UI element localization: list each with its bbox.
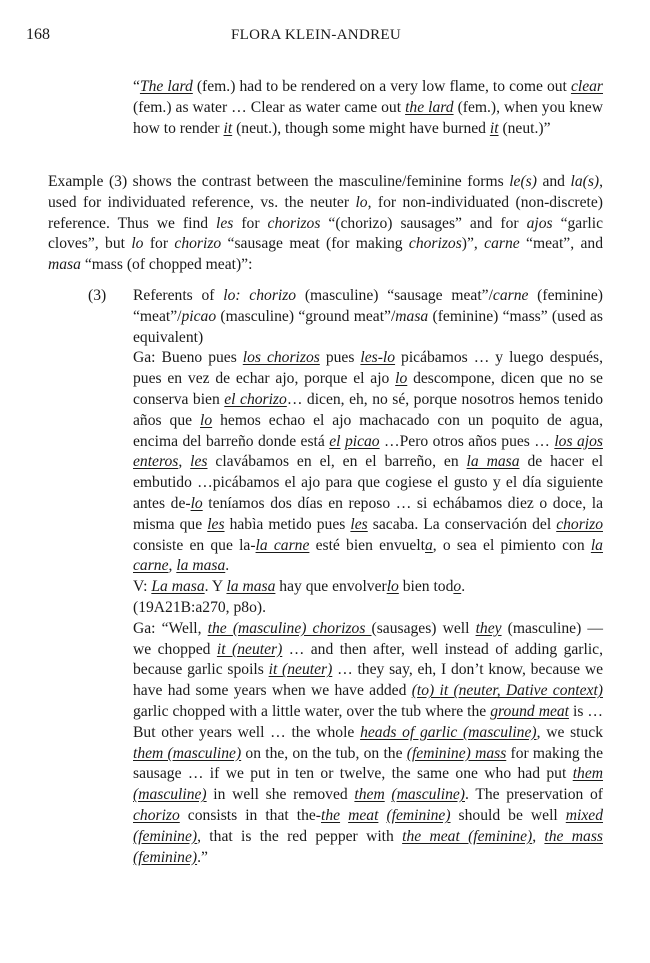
emphasized-text: it (neuter) <box>268 661 333 679</box>
emphasized-text: masa <box>395 307 429 325</box>
text-run: habìa metido pues <box>224 515 351 533</box>
emphasized-text: clear <box>570 78 603 95</box>
text-run <box>340 807 348 824</box>
emphasized-text: la masa <box>176 557 226 575</box>
emphasized-text: meat <box>348 806 379 824</box>
text-run: , that is the red pepper with <box>197 827 403 845</box>
emphasized-text: la carne <box>255 536 310 554</box>
emphasized-text: heads of garlic (masculine) <box>360 723 537 741</box>
text-run: garlic chopped with a little water, over the tub where the <box>133 702 491 720</box>
emphasized-text: mixed (feminine) <box>133 806 603 845</box>
emphasized-text: los chorizos <box>242 349 320 367</box>
emphasized-text: o <box>453 578 462 596</box>
example-number: (3) <box>88 287 107 304</box>
english-translation <box>133 619 603 869</box>
spanish-transcript <box>133 348 603 577</box>
text-run: hay que envolver <box>275 578 387 596</box>
emphasized-text: (feminine) mass <box>406 744 507 762</box>
text-run: descompone, dicen que no se conserva bien <box>133 370 603 408</box>
text-run: “meat”, and <box>519 235 603 253</box>
text-run: , used for individuated reference, vs. the neuter <box>48 173 603 211</box>
emphasized-text: them (masculine) <box>133 744 242 762</box>
text-run: . <box>225 557 230 575</box>
text-run: “mass (of chopped meat)”: <box>80 256 253 274</box>
emphasized-text: the meat (feminine) <box>402 827 533 845</box>
emphasized-text: la masa <box>226 578 276 596</box>
text-run: Ga: “Well, <box>133 619 208 637</box>
emphasized-text: chorizo <box>174 235 222 253</box>
text-run: consiste en que la- <box>133 536 256 554</box>
text-run: should be well <box>450 806 566 824</box>
emphasized-text: les <box>207 515 225 533</box>
text-run: pues <box>319 349 361 367</box>
text-run: , for non-individuated (non-discrete) reference. Thus we find <box>48 193 603 232</box>
text-run: for <box>233 214 268 232</box>
emphasized-text: them <box>354 786 385 804</box>
text-run: … and then after, well instead of adding garlic, because garlic spoils <box>133 640 603 679</box>
transcript-citation: (19A21B:a270, p8o). <box>133 598 266 616</box>
text-run: … they say, eh, I don’t know, because we have had some years when we have added <box>133 661 604 700</box>
emphasized-text: they <box>475 619 502 637</box>
text-run: clavábamos en el, en el barreño, en <box>207 453 467 471</box>
text-run: teníamos dos días en reposo … si echábamos diez o doce, la misma que <box>133 494 603 533</box>
text-run: picábamos … y luego después, pues en vez de echar ajo, porque el ajo <box>133 349 603 388</box>
text-run: on the, on the tub, on the <box>241 744 407 762</box>
emphasized-text: lo <box>200 411 213 429</box>
text-run: consists in that the- <box>179 806 321 824</box>
emphasized-text: les <box>216 214 234 232</box>
emphasized-text: a <box>425 536 433 554</box>
emphasized-text: le(s) <box>509 173 537 190</box>
text-run: , <box>168 557 177 575</box>
emphasized-text: el chorizo <box>224 390 287 408</box>
emphasized-text: the <box>321 806 341 824</box>
text-run: … dicen, eh, no sé, porque nosotros hemos tenido años que <box>133 390 604 429</box>
text-run: Referents of <box>133 287 224 304</box>
page-number: 168 <box>26 26 50 43</box>
text-run: )”, <box>461 235 485 253</box>
text-run: . <box>461 578 466 596</box>
emphasized-text: them (masculine) <box>133 765 603 804</box>
text-run: (neut.)” <box>498 119 551 137</box>
text-run: bien tod <box>398 578 454 596</box>
example-referents <box>133 286 603 348</box>
emphasized-text: ground meat <box>490 702 570 720</box>
emphasized-text: los ajos enteros <box>133 432 603 471</box>
text-run: de hacer el embutido …picábamos el ajo para que cogiese el gusto y el día siguiente antes de- <box>133 453 604 512</box>
emphasized-text: it <box>223 119 233 137</box>
text-run: “garlic cloves”, but <box>48 214 603 253</box>
text-run: “sausage meat (for making <box>221 235 409 253</box>
text-run: and <box>536 173 571 190</box>
emphasized-text: la masa <box>466 453 520 471</box>
emphasized-text: les <box>190 453 208 471</box>
text-run: hemos echao el ajo machacado con un poquito de agua, encima del barreño donde está <box>133 411 603 450</box>
emphasized-text: lo <box>386 578 399 596</box>
emphasized-text: (to) it (neuter, Dative context) <box>411 682 603 700</box>
text-run: . The preservation of <box>465 786 603 804</box>
emphasized-text: masa <box>48 256 81 274</box>
emphasized-text: chorizo <box>556 515 603 533</box>
text-run: V: <box>133 578 152 596</box>
text-run: sacaba. La conservación del <box>367 515 557 533</box>
emphasized-text: picao <box>344 432 380 450</box>
text-run: (sausages) well <box>371 619 476 637</box>
emphasized-text: it (neuter) <box>216 640 283 658</box>
emphasized-text: picao <box>181 307 217 325</box>
body-paragraph <box>48 172 603 276</box>
text-run: (neut.), though some might have burned <box>232 119 490 137</box>
text-run: “(chorizo) sausages” and for <box>320 214 527 232</box>
text-run: for <box>143 235 175 253</box>
emphasized-text: carne <box>492 287 529 304</box>
text-run: , <box>532 827 545 845</box>
emphasized-text: The lard <box>139 78 193 95</box>
text-run: , o sea el pimiento con <box>432 536 591 554</box>
emphasized-text: les-lo <box>360 349 396 367</box>
block-quote <box>133 77 603 139</box>
example-body <box>133 286 603 868</box>
running-head: FLORA KLEIN-ANDREU <box>231 27 401 43</box>
emphasized-text: la carne <box>133 536 603 575</box>
emphasized-text: ajos <box>526 214 553 232</box>
emphasized-text: lo <box>131 235 144 253</box>
text-run: (fem.), when you knew how to render <box>133 98 603 137</box>
text-run: for making the sausage … if we put in ten or twelve, the same one who had put <box>133 744 603 783</box>
emphasized-text: it <box>489 119 499 137</box>
text-run: is … But other years well … the whole <box>133 702 603 741</box>
text-run: esté bien envuelt <box>309 536 425 554</box>
text-run: .” <box>197 848 208 866</box>
emphasized-text: the lard <box>405 98 454 116</box>
emphasized-text: carne <box>484 235 520 253</box>
emphasized-text: (feminine) <box>386 806 451 824</box>
text-run: (fem.) had to be rendered on a very low flame, to come out <box>192 78 571 95</box>
emphasized-text: lo <box>355 193 368 211</box>
text-run: , <box>178 453 191 471</box>
text-run: (masculine) — we chopped <box>133 619 604 658</box>
text-run: (masculine) “ground meat”/ <box>216 307 396 325</box>
emphasized-text: the (masculine) chorizos <box>207 619 372 637</box>
text-run: , we stuck <box>536 723 603 741</box>
page-header <box>26 25 606 47</box>
text-run: “ <box>133 78 140 95</box>
v-speaker-line <box>133 577 603 598</box>
emphasized-text: the mass (feminine) <box>133 827 603 866</box>
text-run: . Y <box>204 578 227 596</box>
emphasized-text: chorizos <box>408 235 462 253</box>
text-run: …Pero otros años pues … <box>379 432 555 450</box>
emphasized-text: les <box>350 515 368 533</box>
emphasized-text: chorizo <box>133 806 180 824</box>
emphasized-text: lo <box>395 370 408 388</box>
emphasized-text: chorizos <box>267 214 321 232</box>
text-run: in well she removed <box>206 786 355 804</box>
text-run: Example (3) shows the contrast between the masculine/feminine forms <box>48 173 510 190</box>
emphasized-text: La masa <box>151 578 205 596</box>
text-run: (fem.) as water … Clear as water came out <box>133 98 406 116</box>
emphasized-text: el <box>329 432 341 450</box>
emphasized-text: lo <box>190 494 203 512</box>
emphasized-text: la(s) <box>570 173 600 190</box>
text-run: (feminine) “mass” (used as equivalent) <box>133 307 603 346</box>
text-run: Ga: Bueno pues <box>133 349 243 367</box>
text-run: (feminine) “meat”/ <box>133 287 603 325</box>
emphasized-text: (masculine) <box>391 786 466 804</box>
text-run: (masculine) “sausage meat”/ <box>296 287 493 304</box>
emphasized-text: lo: chorizo <box>223 287 297 304</box>
